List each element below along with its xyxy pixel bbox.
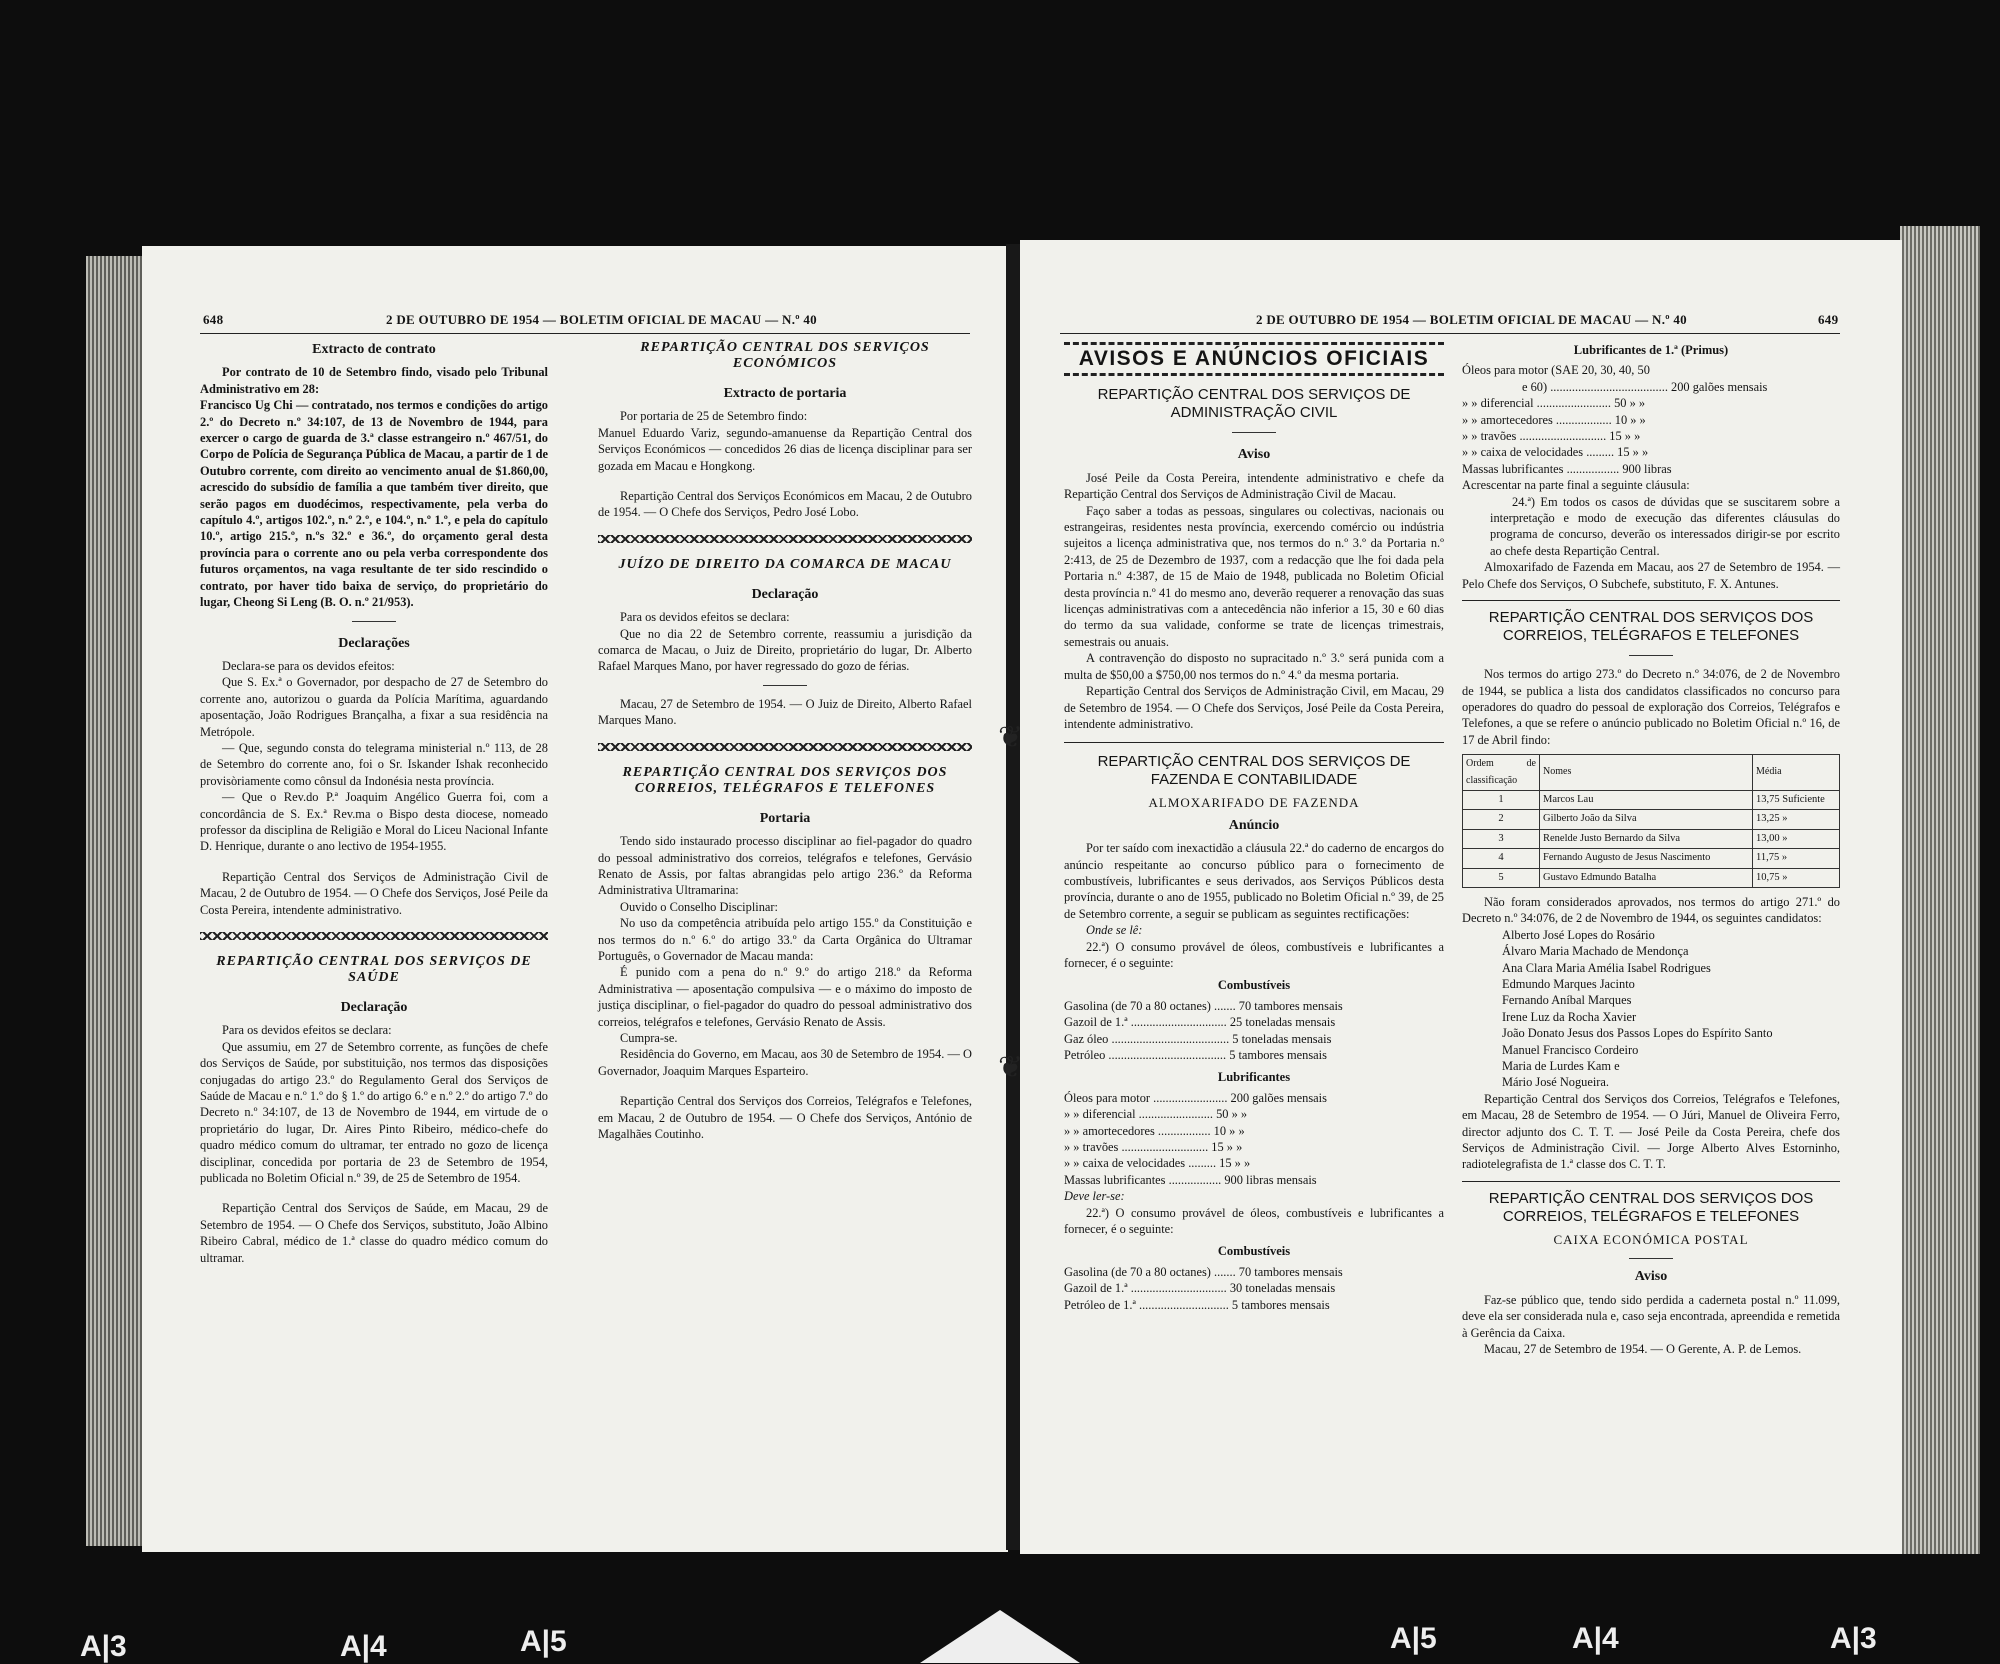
fazenda-paragraph-1: Por ter saído com inexactidão a cláusula 22.ª do caderno de encargos do anúncio respeitante ao concurso público para o fornecimento de combustíveis, lubrificantes e seus derivados, aos Serviços Públicos desta província, durante o ano de 1955, publicado no Boletim Oficial n.º 39, de 25 de Setembro corrente, a seguir se publicam as seguintes rectificações: [1064, 841, 1444, 921]
table-row [1463, 810, 1840, 829]
declaracao-2: — Que, segundo consta do telegrama ministerial n.º 113, de 28 de Setembro do corrente ano, foi o Sr. Iskander Ishak reconhecido provisòriamente como cônsul da Indonésia nesta província. [200, 740, 548, 788]
list-item: Massas lubrificantes ................. 900 libras [1462, 461, 1672, 476]
extracto-intro: Por contrato de 10 de Setembro findo, visado pelo Tribunal Administrativo em 28: [200, 365, 548, 396]
right-page-number: 649 [1818, 312, 1839, 327]
not-approved-list [1462, 927, 1840, 1091]
gutter-ornament-icon: ❦ [998, 1051, 1024, 1084]
list-item: Gazoil de 1.ª ............................... 25 toneladas mensais [1064, 1015, 1336, 1030]
combustiveis-label: Combustíveis [1217, 978, 1291, 993]
table-cell: 13,25 » [1753, 810, 1840, 829]
table-cell: 4 [1463, 849, 1540, 868]
table-header: Nomes [1540, 755, 1753, 791]
table-cell: Gilberto João da Silva [1540, 810, 1753, 829]
aviso-paragraph: Faz-se público que, tendo sido perdida a caderneta postal n.º 11.099, deve ela ser considerada nula e, caso seja encontrada, apreendida e remetida à Gerência da Caixa. [1462, 1292, 1840, 1340]
ctt-department: REPARTIÇÃO CENTRAL DOS SERVIÇOS DOS CORREIOS, TELÉGRAFOS E TELEFONES [1488, 609, 1814, 645]
right-column-1 [1064, 342, 1444, 1313]
right-header-rule [1060, 333, 1840, 334]
table-cell: 10,75 » [1753, 868, 1840, 887]
left-column-1 [200, 340, 548, 1266]
deve-ler-se: Deve ler-se: [1064, 1189, 1125, 1204]
economicos-title: Extracto de portaria [723, 386, 847, 401]
gutter-ornament-icon: ❦ [998, 721, 1024, 754]
list-item: Manuel Francisco Cordeiro [1502, 1042, 1639, 1057]
list-item: Gaz óleo ...................................... 5 toneladas mensais [1064, 1031, 1332, 1046]
declaracao-1: Que S. Ex.ª o Governador, por despacho de 27 de Setembro do corrente ano, autorizou o guarda da Polícia Marítima, aguardando aposentação, João Rodrigues Brançalha, a fixar a sua residência na Metrópole. [200, 675, 548, 739]
table-header: Média [1753, 755, 1840, 791]
correios-paragraph-4: É punido com a pena do n.º 9.º do artigo 218.º da Reforma Administrativa — aposentação compulsiva — e o máximo do imposto de justiça disciplinar, o fiel-pagador do quadro do pessoal administrativo dos correios, telégrafos e telefones, Gervásio Renato de Assis. [598, 965, 972, 1029]
saude-department: REPARTIÇÃO CENTRAL DOS SERVIÇOS DE SAÚDE [216, 954, 532, 985]
center-arrow-icon [920, 1610, 1080, 1663]
film-mark: A|5 [1390, 1622, 1437, 1655]
juizo-body: Que no dia 22 de Setembro corrente, reassumiu a jurisdição da comarca de Macau, o Juiz de Direito, proprietário do lugar, Dr. Alberto Rafael Marques Mano, por haver regressado do gozo de férias. [598, 626, 972, 674]
divider [352, 621, 396, 622]
fuel-list-b [1064, 1264, 1444, 1313]
lubrificantes-label: Lubrificantes [1217, 1070, 1291, 1085]
list-item: Petróleo ...................................... 5 tambores mensais [1064, 1048, 1327, 1062]
aviso-signature: Macau, 27 de Setembro de 1954. — O Gerente, A. P. de Lemos. [1484, 1341, 1802, 1356]
divider [1232, 432, 1276, 433]
acrescentar: Acrescentar na parte final a seguinte cláusula: [1462, 478, 1690, 493]
table-cell: 11,75 » [1753, 849, 1840, 868]
table-row [1463, 868, 1840, 887]
declaracoes-intro: Declara-se para os devidos efeitos: [222, 658, 395, 673]
list-item: Massas lubrificantes ................. 900 libras mensais [1064, 1172, 1317, 1187]
extracto-title: Extracto de contrato [312, 342, 436, 357]
fazenda-title: Anúncio [1228, 817, 1280, 833]
admin-department: REPARTIÇÃO CENTRAL DOS SERVIÇOS DE ADMINISTRAÇÃO CIVIL [1097, 386, 1411, 422]
correios-paragraph-3: No uso da competência atribuída pelo artigo 155.º da Constituição e nos termos do n.º 6.º do artigo 33.º da Carta Orgânica do Ultramar Português, o Governador de Macau manda: [598, 916, 972, 963]
table-row [1463, 790, 1840, 809]
ornamental-rule [598, 535, 972, 543]
book-edge-left [86, 256, 144, 1546]
divider [1629, 655, 1673, 656]
primus-list [1462, 362, 1840, 477]
fazenda-subtitle: ALMOXARIFADO DE FAZENDA [1148, 795, 1360, 811]
list-item: Irene Luz da Rocha Xavier [1502, 1009, 1637, 1024]
juizo-department: JUÍZO DE DIREITO DA COMARCA DE MACAU [618, 556, 952, 572]
saude-body: Que assumiu, em 27 de Setembro corrente, as funções de chefe dos Serviços de Saúde, por substituição, nos termos das disposições conjugadas do artigo 23.º do Regulamento Geral dos Serviços de Saúde de Macau e n.º 1.º do § 1.º do artigo 6.º e n.º 2.º do artigo 7.º do Decreto n.º 34:107, de 13 de Novembro de 1944, em virtude de o proprietário do lugar, Dr. Aires Pinto Ribeiro, médico-chefe do quadro médico comum do ultramar, ter entrado no gozo de licença disciplinar, concedida por portaria de 23 de Setembro de 1954, publicada no Boletim Oficial n.º 39, de 25 de Setembro de 1954. [200, 1039, 548, 1186]
list-item: » » amortecedores ................. 10 » » [1064, 1123, 1245, 1138]
ctt-signature: Repartição Central dos Serviços dos Correios, Telégrafos e Telefones, em Macau, 28 de Setembro de 1954. — O Júri, Manuel de Oliveira Ferro, director adjunto dos C. T. T. — José Peile da Costa Pereira, chefe dos Serviços de Administração Civil. — Jorge Alberto Alves Estorninho, radiotelegrafista de 1.ª classe dos C. T. T. [1462, 1091, 1840, 1172]
divider [1629, 1258, 1673, 1259]
lubricant-list-a [1064, 1090, 1444, 1188]
fuel-list-a [1064, 998, 1444, 1064]
list-item: Ana Clara Maria Amélia Isabel Rodrigues [1502, 960, 1711, 975]
table-cell: 2 [1463, 810, 1540, 829]
table-cell: Fernando Augusto de Jesus Nascimento [1540, 849, 1753, 868]
list-item: » » amortecedores .................. 10 » » [1462, 412, 1646, 427]
table-header: Ordem de classificação [1463, 755, 1540, 791]
right-column-2 [1462, 342, 1840, 1357]
list-item: Gasolina (de 70 a 80 octanes) ....... 70 tambores mensais [1064, 1264, 1343, 1279]
list-item: » » diferencial ........................ 50 » » [1064, 1107, 1248, 1122]
ctt-paragraph-2: Não foram considerados aprovados, nos termos do artigo 271.º do Decreto n.º 34:076, de 2 de Novembro de 1944, os seguintes candidatos: [1462, 894, 1840, 926]
left-page-number: 648 [203, 312, 224, 327]
left-running-header: 2 DE OUTUBRO DE 1954 — BOLETIM OFICIAL DE MACAU — N.º 40 [386, 312, 817, 327]
film-mark: A|3 [1830, 1622, 1877, 1655]
film-mark: A|4 [340, 1630, 387, 1663]
onde-se-le: Onde se lê: [1086, 923, 1143, 938]
list-item: » » diferencial ........................ 50 » » [1462, 396, 1646, 411]
list-item: Gazoil de 1.ª ............................... 30 toneladas mensais [1064, 1281, 1336, 1296]
avisos-banner: AVISOS E ANÚNCIOS OFICIAIS [1064, 342, 1444, 376]
table-row [1463, 849, 1840, 868]
list-item: Álvaro Maria Machado de Mendonça [1502, 944, 1689, 959]
list-item: » » travões ............................ 15 » » [1462, 429, 1641, 444]
table-cell: Renelde Justo Bernardo da Silva [1540, 829, 1753, 848]
correios-paragraph-2: Ouvido o Conselho Disciplinar: [620, 899, 778, 914]
extracto-body: Francisco Ug Chi — contratado, nos termos e condições do artigo 2.º do Decreto n.º 34:107, de 13 de Novembro de 1944, para exercer o cargo de guarda de 3.ª classe estrangeiro n.º 467/51, do Corpo de Polícia de Segurança Pública de Macau, a partir de 1 de Outubro corrente, com direito ao vencimento anual de $1.860,00, acrescido do subsídio de família a que também tiver direito, que serão pagos em duodécimos, respectivamente, pela verba do capítulo 4.º, artigos 102.º, n.º 2.º, e 104.º, n.º 1.º, e pela do capítulo 10.º, artigo 215.º, n.ºs 32.º e 36.º, do orçamento geral desta província para o corrente ano ou pela verba correspondente dos futuros orçamentos, na vaga resultante de ter sido rescindido o contrato, por haver tido baixa de serviço, do proprietário do lugar, Cheong Si Leng (B. O. n.º 21/953). [200, 398, 548, 610]
table-cell: Marcos Lau [1540, 790, 1753, 809]
ornamental-rule [200, 932, 548, 940]
correios-signature: Repartição Central dos Serviços dos Correios, Telégrafos e Telefones, em Macau, 2 de Outubro de 1954. — O Chefe dos Serviços, António de Magalhães Coutinho. [598, 1094, 972, 1141]
fazenda-department: REPARTIÇÃO CENTRAL DOS SERVIÇOS DE FAZENDA E CONTABILIDADE [1097, 753, 1411, 789]
caixa-subtitle: CAIXA ECONÓMICA POSTAL [1553, 1231, 1749, 1247]
list-item: Petróleo de 1.ª ............................. 5 tambores mensais [1064, 1297, 1330, 1312]
list-item: » » caixa de velocidades ......... 15 » » [1462, 445, 1649, 460]
list-item: » » travões ............................ 15 » » [1064, 1140, 1243, 1155]
economicos-intro: Por portaria de 25 de Setembro findo: [620, 409, 808, 424]
film-mark: A|5 [520, 1625, 567, 1658]
list-item: Óleos para motor ........................ 200 galões mensais [1064, 1090, 1327, 1105]
correios-paragraph-6: Residência do Governo, em Macau, aos 30 de Setembro de 1954. — O Governador, Joaquim Marques Esparteiro. [598, 1047, 972, 1078]
declaracao-3: — Que o Rev.do P.ª Joaquim Angélico Guerra foi, com a concordância de S. Ex.ª Rev.ma o Bispo desta diocese, nomeado professor da disciplina de Religião e Moral do Liceu Nacional Infante D. Henrique, durante o ano lectivo de 1954-1955. [200, 790, 548, 854]
list-item: Fernando Aníbal Marques [1502, 993, 1632, 1008]
economicos-signature: Repartição Central dos Serviços Económicos em Macau, 2 de Outubro de 1954. — O Chefe dos Serviços, Pedro José Lobo. [598, 489, 972, 520]
table-cell: 3 [1463, 829, 1540, 848]
list-item: Óleos para motor (SAE 20, 30, 40, 50 [1462, 363, 1650, 378]
economicos-department: REPARTIÇÃO CENTRAL DOS SERVIÇOS ECONÓMICOS [640, 340, 930, 371]
table-header-row [1463, 755, 1840, 791]
declaracoes-signature: Repartição Central dos Serviços de Administração Civil de Macau, 2 de Outubro de 1954. — O Chefe dos Serviços, José Peile da Costa Pereira, intendente administrativo. [200, 869, 548, 917]
candidates-table [1462, 754, 1840, 888]
primus-title: Lubrificantes de 1.ª (Primus) [1573, 343, 1729, 357]
list-item: » » caixa de velocidades ......... 15 » » [1064, 1156, 1251, 1171]
saude-title: Declaração [340, 1000, 408, 1015]
list-item: Mário José Nogueira. [1502, 1075, 1610, 1090]
list-item: Gasolina (de 70 a 80 octanes) ....... 70 tambores mensais [1064, 998, 1343, 1013]
ornamental-rule [598, 743, 972, 751]
correios-paragraph-5: Cumpra-se. [620, 1030, 678, 1045]
film-mark: A|4 [1572, 1622, 1619, 1655]
clause-22-corrected: 22.ª) O consumo provável de óleos, combustíveis e lubrificantes a fornecer, é o seguinte: [1064, 1205, 1444, 1237]
divider [763, 685, 807, 686]
table-cell: 5 [1463, 868, 1540, 887]
clause-22: 22.ª) O consumo provável de óleos, combustíveis e lubrificantes a fornecer, é o seguinte: [1064, 939, 1444, 970]
ctt-paragraph-1: Nos termos do artigo 273.º do Decreto n.º 34:076, de 2 de Novembro de 1944, se publica a lista dos candidatos classificados no concurso para operadores do quadro do pessoal de exploração dos Correios, Telégrafos e Telefones, a que se refere o anúncio publicado no Boletim Oficial n.º 16, de 17 de Abril findo: [1462, 667, 1840, 747]
declaracoes-title: Declarações [338, 635, 410, 651]
left-header-rule [200, 333, 970, 334]
juizo-intro: Para os devidos efeitos se declara: [620, 610, 790, 625]
film-mark: A|3 [80, 1630, 127, 1663]
admin-title: Aviso [1237, 447, 1271, 463]
aviso-title: Aviso [1634, 1269, 1668, 1285]
admin-signature: Repartição Central dos Serviços de Administração Civil, em Macau, 29 de Setembro de 1954. — O Chefe dos Serviços, José Peile da Costa Pereira, intendente administrativo. [1064, 684, 1444, 731]
table-cell: 1 [1463, 790, 1540, 809]
admin-paragraph-3: A contravenção do disposto no supracitado n.º 3.º será punida com a multa de $50,00 a $750,00 nos termos do n.º 4.º da mesma portaria. [1064, 651, 1444, 682]
list-item: e 60) ...................................... 200 galões mensais [1522, 379, 1768, 394]
saude-intro: Para os devidos efeitos se declara: [222, 1023, 392, 1038]
list-item: Edmundo Marques Jacinto [1502, 977, 1635, 991]
table-cell: 13,00 » [1753, 829, 1840, 848]
left-column-2 [598, 340, 972, 1142]
admin-paragraph-2: Faço saber a todas as pessoas, singulares ou colectivas, nacionais ou estrangeiras, residentes nesta província, exercendo comércio ou indústria sujeitos a licença administrativa que, nos termos do n.º 3.º da Portaria n.º 2:413, de 25 de Dezembro de 1937, com a redacção que lhe foi dada pela Portaria n.º 4:387, de 15 de Maio de 1948, publicada no Boletim Oficial desta província n.º 41 do mesmo ano, deverão requerer a renovação das suas licenças administrativas com a antecedência não inferior a 15, 30 e 60 dias do termo da sua validade, conforme se trate de licenças trimestrais, semestrais ou anuais. [1064, 503, 1444, 649]
list-item: Maria de Lurdes Kam e [1502, 1059, 1620, 1074]
almoxarifado-signature: Almoxarifado de Fazenda em Macau, aos 27 de Setembro de 1954. — Pelo Chefe dos Serviços, O Subchefe, substituto, F. X. Antunes. [1462, 560, 1840, 591]
ctt2-department: REPARTIÇÃO CENTRAL DOS SERVIÇOS DOS CORREIOS, TELÉGRAFOS E TELEFONES [1488, 1189, 1814, 1225]
table-cell: Gustavo Edmundo Batalha [1540, 868, 1753, 887]
table-cell: 13,75 Suficiente [1753, 790, 1840, 809]
list-item: João Donato Jesus dos Passos Lopes do Espírito Santo [1502, 1026, 1773, 1041]
correios-title: Portaria [759, 810, 811, 826]
admin-paragraph-1: José Peile da Costa Pereira, intendente administrativo e chefe da Repartição Central dos Serviços de Administração Civil de Macau. [1064, 470, 1444, 502]
juizo-title: Declaração [751, 586, 819, 602]
list-item: Alberto José Lopes do Rosário [1502, 927, 1655, 942]
correios-paragraph-1: Tendo sido instaurado processo disciplinar ao fiel-pagador do quadro do pessoal administrativo dos correios, telégrafos e telefones, Gervásio Renato de Assis, por faltas abrangidas pelo artigo 236.º da Reforma Administrativa Ultramarina: [598, 834, 972, 898]
table-row [1463, 829, 1840, 848]
clause-24: 24.ª) Em todos os casos de dúvidas que se suscitarem sobre a interpretação e modo de execução das diferentes cláusulas do programa de concurso, deverão os interessados dirigir-se por escrito ao chefe desta Repartição Central. [1490, 494, 1840, 558]
combustiveis-label-2: Combustíveis [1217, 1244, 1291, 1259]
economicos-body: Manuel Eduardo Variz, segundo-amanuense da Repartição Central dos Serviços Económicos — concedidos 26 dias de licença disciplinar para ser gozada em Macau e Hongkong. [598, 425, 972, 473]
book-edge-right [1900, 226, 1980, 1554]
juizo-signature: Macau, 27 de Setembro de 1954. — O Juiz de Direito, Alberto Rafael Marques Mano. [598, 696, 972, 728]
saude-signature: Repartição Central dos Serviços de Saúde, em Macau, 29 de Setembro de 1954. — O Chefe dos Serviços, substituto, João Albino Ribeiro Cabral, médico de 1.ª classe do quadro médico comum do ultramar. [200, 1201, 548, 1265]
correios-department: REPARTIÇÃO CENTRAL DOS SERVIÇOS DOS CORREIOS, TELÉGRAFOS E TELEFONES [622, 764, 948, 796]
right-running-header: 2 DE OUTUBRO DE 1954 — BOLETIM OFICIAL DE MACAU — N.º 40 [1256, 312, 1687, 327]
